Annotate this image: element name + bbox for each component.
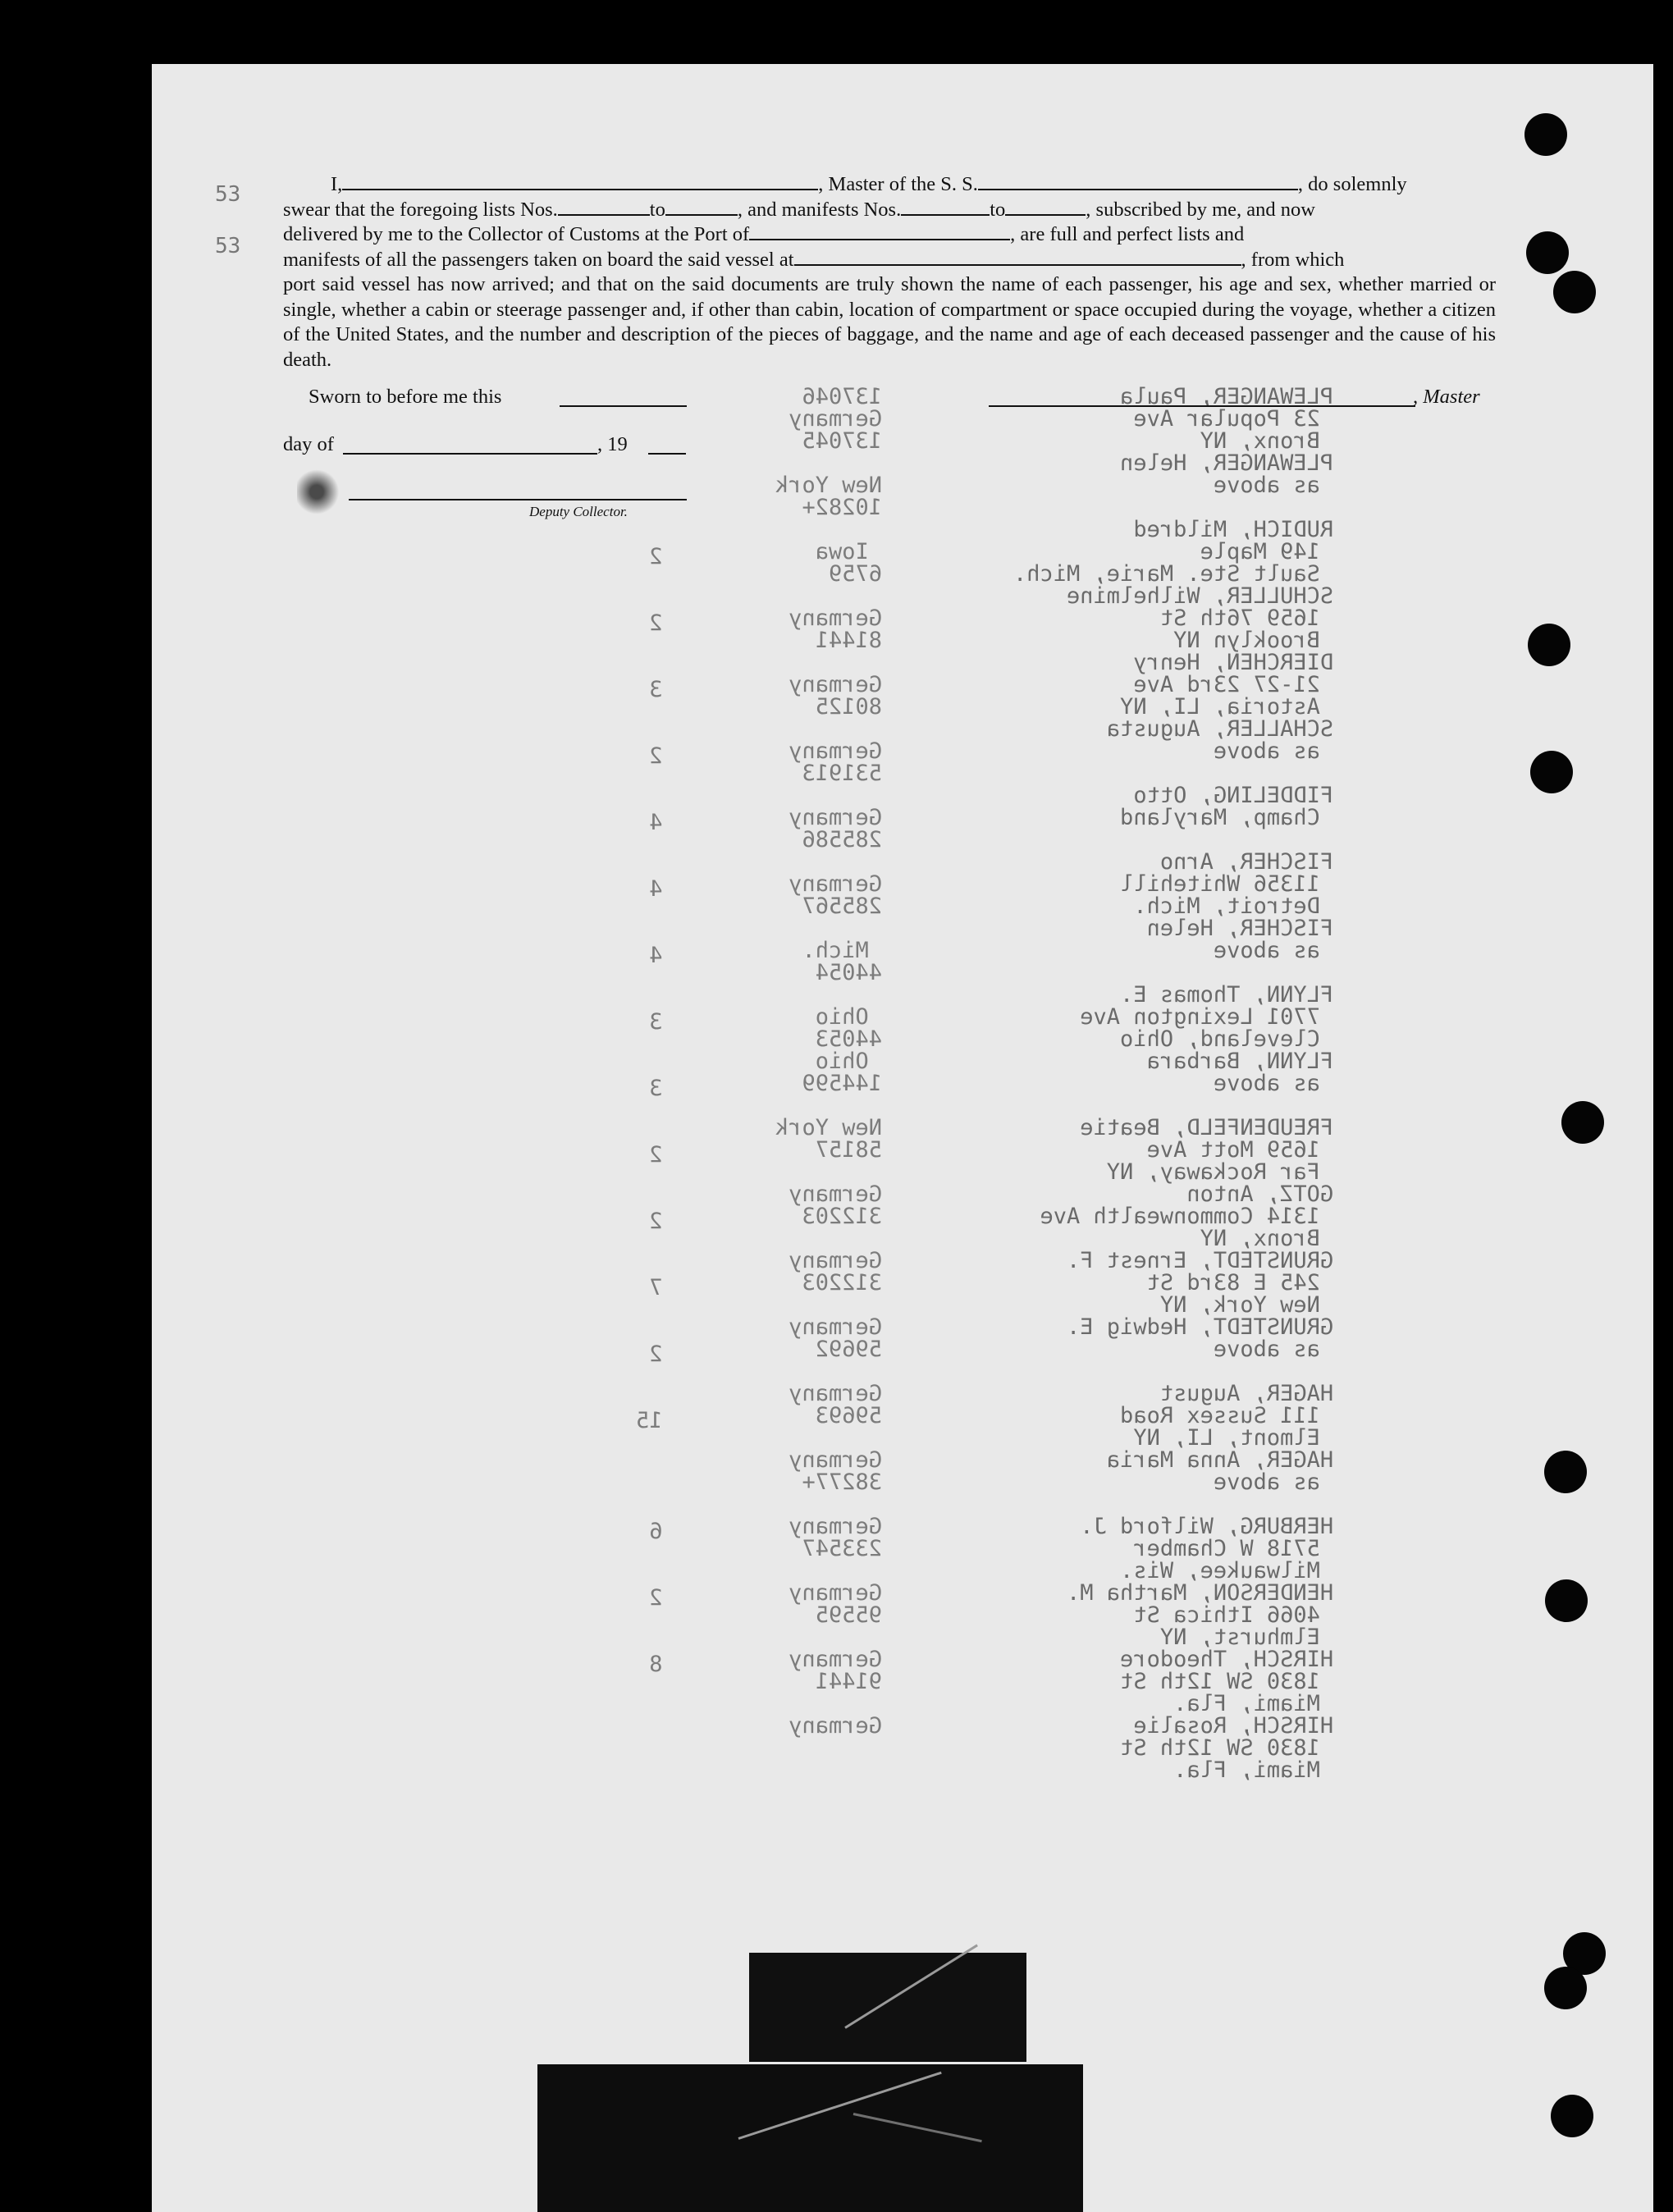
oath-manifests: manifests of all the passengers taken on board the said vessel at — [283, 248, 794, 271]
year-prefix-label: , 19 — [597, 433, 628, 455]
list-to-blank — [665, 199, 738, 216]
punch-hole — [1530, 751, 1573, 793]
oath-and-manifests: , and manifests Nos. — [737, 198, 902, 221]
oath-i: I, — [331, 173, 343, 195]
margin-mark: 53 — [215, 182, 241, 207]
oath-solemnly: , do solemnly — [1297, 173, 1407, 195]
oath-swear: swear that the foregoing lists Nos. — [283, 198, 558, 221]
punch-hole — [1551, 2095, 1593, 2137]
oath-body: port said vessel has now arrived; and that on the said documents are truly shown the name of each passenger, his age and sex, whether married or single, whether a cabin or steerage passenger and, if other than cabin, location of compartment or space occupied during the voyage, whether a citizen of the United States, and the number and description of the pieces of baggage, and the name and age of each deceased passenger and the cause of his death. — [283, 273, 1496, 371]
master-label: , Master — [1413, 386, 1480, 408]
deputy-collector-label: Deputy Collector. — [529, 504, 628, 519]
oath-from-which: , from which — [1241, 248, 1345, 271]
vessel-name-blank — [978, 174, 1298, 190]
punch-hole — [1545, 1579, 1588, 1622]
punch-hole — [1544, 1967, 1587, 2009]
punch-hole — [1528, 624, 1570, 666]
oath-are-full: , are full and perfect lists and — [1010, 223, 1245, 245]
day-of-label: day of — [283, 433, 334, 455]
oath-paragraph — [283, 172, 1496, 372]
margin-mark: 53 — [215, 234, 241, 258]
sworn-label: Sworn to before me this — [309, 386, 502, 408]
list-from-blank — [558, 199, 650, 216]
master-signature-blank — [989, 405, 1415, 407]
bleed-through-numbers: 137046 Germany 137045 New York 10282+ Iowa 6759 Germany 81441 Germany 80125 Germany 531913 Germany 285586 Germany 285567 Mich. 44054 Ohio 44053 Ohio 144599 New York 58157 Germany 312203 Germany 312203 Germany 59692 Germany 59693 Germany 38277+ Germany 233547 Germany 95595 Germany 91441 Germany — [775, 384, 883, 1739]
departure-port-blank — [794, 249, 1241, 266]
oath-to-1: to — [649, 198, 665, 221]
port-blank — [749, 224, 1010, 240]
deputy-collector-signature-blank — [349, 499, 687, 500]
day-of-blank — [343, 453, 597, 455]
oath-to-2: to — [990, 198, 1006, 221]
manifest-from-blank — [901, 199, 990, 216]
punch-hole — [1553, 271, 1596, 313]
punch-hole — [1544, 1451, 1587, 1493]
oath-delivered: delivered by me to the Collector of Customs at the Port of — [283, 223, 750, 245]
oath-master-of: , Master of the S. S. — [818, 173, 978, 195]
year-blank — [648, 453, 686, 455]
tape-patch — [749, 1953, 1026, 2062]
sworn-date-blank — [560, 405, 687, 407]
bleed-through-ages: 2 2 3 2 4 4 4 3 3 2 2 7 2 15 6 2 8 — [636, 544, 663, 1677]
oath-subscribed: , subscribed by me, and now — [1086, 198, 1315, 221]
punch-hole — [1526, 231, 1569, 274]
ink-stamp-smudge — [297, 469, 346, 514]
punch-hole — [1524, 113, 1567, 156]
master-name-blank — [342, 174, 818, 190]
manifest-to-blank — [1005, 199, 1086, 216]
punch-hole — [1561, 1101, 1604, 1144]
tape-patch — [537, 2064, 1083, 2212]
bleed-through-names: PLEWANGER, Paula 23 Popular Ave Bronx, NY PLEWANGER, Helen as above RUDICH, Mildred 149 Maple Sault Ste. Marie, Mich. SCHULLER, Wilhelmine 1659 76th St Brooklyn NY DIERCHEN, Henry 21-27 23rd Ave Astoria, LI, NY SCHALLER, Augusta as above FIDDELING, Otto Champ, Maryland FISCHER, Arno 11356 Whitehill Detroit, Mich. FISCHER, Helen as above FLYNN, Thomas E. 7701 Lexington Ave Cleveland, Ohio FLYNN, Barbara as above FREUDENFELD, Beatie 1659 Mott Ave Far Rockaway, NY GOTZ, Anton 1314 Commonwealth Ave Bronx, NY GRUNSTEDT, Ernest F. 245 E 83rd St New York, NY GRUNSTEDT, Hedwig E. as above HAGER, August 111 Sussex Road Elmont, LI, NY HAGER, Anna Maria as above HERBURG, Wilford J. 5718 W Chamber Milwaukee, Wis. HENDERSON, Martha M. 4066 Ithica St Elmhurst, NY HIRSCH, Theodore 1830 SW 12th St Miami, Fla. HIRSCH, Rosalie 1830 SW 12th St Miami, Fla. — [1013, 384, 1334, 1783]
